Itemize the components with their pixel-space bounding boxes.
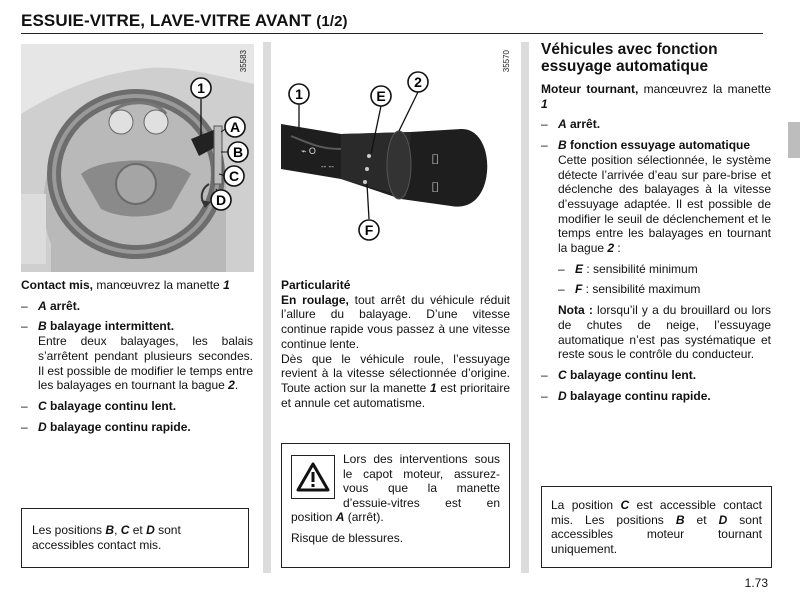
middle-para2-num: 1 bbox=[429, 380, 437, 395]
left-item-b-text: balayage intermittent. bbox=[46, 319, 175, 334]
warning-icon-frame bbox=[291, 455, 335, 499]
right-note-post: sont accessibles moteur tournant uniquement. bbox=[551, 512, 762, 556]
stalk-illustration bbox=[281, 44, 511, 272]
svg-text:⌷: ⌷ bbox=[431, 152, 440, 168]
callout-b-label: B bbox=[232, 144, 244, 160]
right-intro-num: 1 bbox=[541, 96, 548, 111]
left-item-c bbox=[21, 399, 253, 414]
middle-heading: Particularité bbox=[281, 278, 351, 292]
stalk-callouts bbox=[281, 44, 511, 272]
left-note-pre: Les positions bbox=[32, 523, 106, 537]
left-note-sep2: et bbox=[129, 523, 147, 537]
left-note-post: sont accessibles contact mis. bbox=[32, 523, 181, 552]
warning-pos: A bbox=[335, 510, 345, 524]
figure-code-middle: 35570 bbox=[502, 50, 511, 73]
right-intro-rest: manœuvrez la manette bbox=[638, 82, 771, 96]
middle-para1-rest: tout arrêt du véhicule réduit l’allure du balayage. D’une vitesse continue rapide vous passez à une vitesse continue lente. bbox=[281, 292, 510, 351]
column-gutter-right bbox=[521, 42, 529, 573]
right-item-a-letter: A bbox=[558, 117, 567, 132]
right-nota-label: Nota : bbox=[558, 303, 593, 318]
left-item-d bbox=[21, 420, 253, 435]
right-nota-text: lorsqu’il y a du brouillard ou lors de chutes de neige, l’essuyage automatique n’est pas systématique et reste sous le contrôle du conducteur. bbox=[558, 303, 771, 362]
left-note-d: D bbox=[146, 523, 155, 537]
right-item-b-letter: B bbox=[558, 138, 567, 153]
left-intro-bold: Contact mis, bbox=[21, 278, 94, 292]
middle-para1 bbox=[281, 293, 510, 352]
title-text: ESSUIE-VITRE, LAVE-VITRE AVANT bbox=[21, 11, 312, 30]
right-item-c bbox=[541, 368, 771, 383]
right-note-pre: La position bbox=[551, 498, 621, 512]
left-item-c-text: balayage continu lent. bbox=[46, 398, 177, 413]
left-item-b-desc-end: . bbox=[234, 378, 239, 393]
stalk-callout-f-label: F bbox=[364, 222, 374, 238]
svg-text:-- --: -- -- bbox=[321, 162, 334, 171]
left-intro-num: 1 bbox=[223, 278, 230, 292]
stalk-callout-e-label: E bbox=[376, 88, 386, 104]
callout-c-label: C bbox=[228, 168, 240, 184]
right-item-a-text: arrêt. bbox=[566, 117, 601, 132]
warning-text1: Lors des interventions sous le capot moteur, assurez-vous que la manette d’essuie-vitres est en position bbox=[291, 452, 500, 524]
left-intro-rest: manœuvrez la manette bbox=[93, 278, 224, 292]
left-item-b-desc-text: Entre deux balayages, les balais s’arrêtent pendant plusieurs secondes. Il est possible de modifier le temps entre les balayages en tournant la bague bbox=[38, 334, 253, 393]
svg-text:⌷: ⌷ bbox=[431, 180, 440, 196]
dashboard-illustration bbox=[21, 44, 254, 272]
callout-a-label: A bbox=[229, 119, 241, 135]
right-note-mid: est accessible contact mis. Les positions bbox=[551, 498, 762, 527]
right-sub-e bbox=[541, 262, 771, 277]
right-nota bbox=[541, 303, 771, 362]
right-item-b-desc-end: : bbox=[614, 241, 621, 256]
right-item-c-text: balayage continu lent. bbox=[566, 367, 697, 382]
left-intro bbox=[21, 278, 253, 293]
left-item-b-desc bbox=[38, 334, 253, 393]
stalk-callout-2-label: 2 bbox=[414, 74, 422, 90]
right-note-and: et bbox=[684, 512, 719, 527]
right-item-b-desc-pre: Cette position sélectionnée, le système détecte l’arrivée d’eau sur pare-brise et déclenche des balayages à la vitesse d’essuyage adaptée. Il est possible de modifier le seuil de déclenchement et le temps entre les balayages en tournant la bague bbox=[558, 152, 771, 256]
right-sub-e-letter: E bbox=[575, 261, 584, 276]
left-note-c: C bbox=[120, 523, 130, 537]
right-item-b bbox=[541, 138, 771, 256]
left-item-c-letter: C bbox=[38, 398, 47, 413]
left-note-sep1: , bbox=[114, 523, 121, 537]
dashboard-callouts bbox=[21, 44, 254, 272]
left-item-d-letter: D bbox=[38, 419, 47, 434]
warning-text2: (arrêt). bbox=[344, 510, 384, 524]
left-item-a-text: arrêt. bbox=[46, 298, 81, 313]
warning-risk: Risque de blessures. bbox=[291, 530, 404, 545]
right-sub-e-text: : sensibilité minimum bbox=[583, 261, 698, 276]
warning-box bbox=[281, 443, 510, 568]
column-gutter-left bbox=[263, 42, 271, 573]
figure-code-left: 35583 bbox=[239, 50, 248, 73]
right-intro bbox=[541, 82, 771, 111]
left-item-a-letter: A bbox=[38, 298, 47, 313]
right-item-d-letter: D bbox=[558, 388, 567, 403]
middle-para2 bbox=[281, 352, 510, 411]
left-item-b bbox=[21, 319, 253, 393]
middle-column-text bbox=[281, 278, 510, 410]
middle-para1-bold: En roulage, bbox=[281, 292, 349, 307]
right-note-d: D bbox=[718, 512, 728, 527]
right-sub-f bbox=[541, 282, 771, 297]
right-note-b: B bbox=[675, 512, 685, 527]
right-intro-bold: Moteur tournant, bbox=[541, 82, 639, 96]
callout-d-label: D bbox=[215, 192, 227, 208]
left-column-text bbox=[21, 278, 253, 434]
left-item-a bbox=[21, 299, 253, 314]
stalk-callout-1-label: 1 bbox=[295, 86, 303, 102]
middle-para2-pre: Dès que le véhicule roule, l’essuyage revient à la vitesse sélectionnée d’origine. Toute action sur la manette bbox=[281, 351, 510, 395]
left-item-b-letter: B bbox=[38, 319, 47, 334]
page-number: 1.73 bbox=[744, 576, 768, 590]
right-sub-f-letter: F bbox=[575, 282, 583, 297]
right-item-b-desc-num: 2 bbox=[607, 241, 615, 256]
right-sub-f-text: : sensibilité maximum bbox=[582, 282, 701, 297]
left-note-b: B bbox=[105, 523, 115, 537]
left-item-d-text: balayage continu rapide. bbox=[46, 419, 191, 434]
callout-1-label: 1 bbox=[197, 80, 205, 96]
middle-para2-post: est prioritaire et annule cet automatisme. bbox=[281, 380, 510, 410]
title-part: (1/2) bbox=[316, 13, 348, 30]
right-item-b-text: fonction essuyage automatique bbox=[566, 138, 751, 153]
right-column-text bbox=[541, 41, 771, 403]
warning-triangle-icon bbox=[296, 462, 330, 492]
page-title bbox=[21, 11, 348, 31]
title-rule bbox=[21, 33, 763, 34]
right-item-d-text: balayage continu rapide. bbox=[566, 388, 711, 403]
right-note-c: C bbox=[620, 498, 630, 512]
right-item-a bbox=[541, 117, 771, 132]
right-note-box bbox=[541, 486, 772, 568]
left-item-b-desc-num: 2 bbox=[228, 378, 235, 393]
right-heading: Véhicules avec fonction essuyage automatique bbox=[541, 41, 718, 75]
right-item-b-desc bbox=[558, 153, 771, 256]
right-item-d bbox=[541, 389, 771, 404]
svg-text:⌁ O: ⌁ O bbox=[301, 146, 316, 156]
section-tab bbox=[788, 122, 800, 158]
right-item-c-letter: C bbox=[558, 367, 567, 382]
left-note-box bbox=[21, 508, 249, 568]
